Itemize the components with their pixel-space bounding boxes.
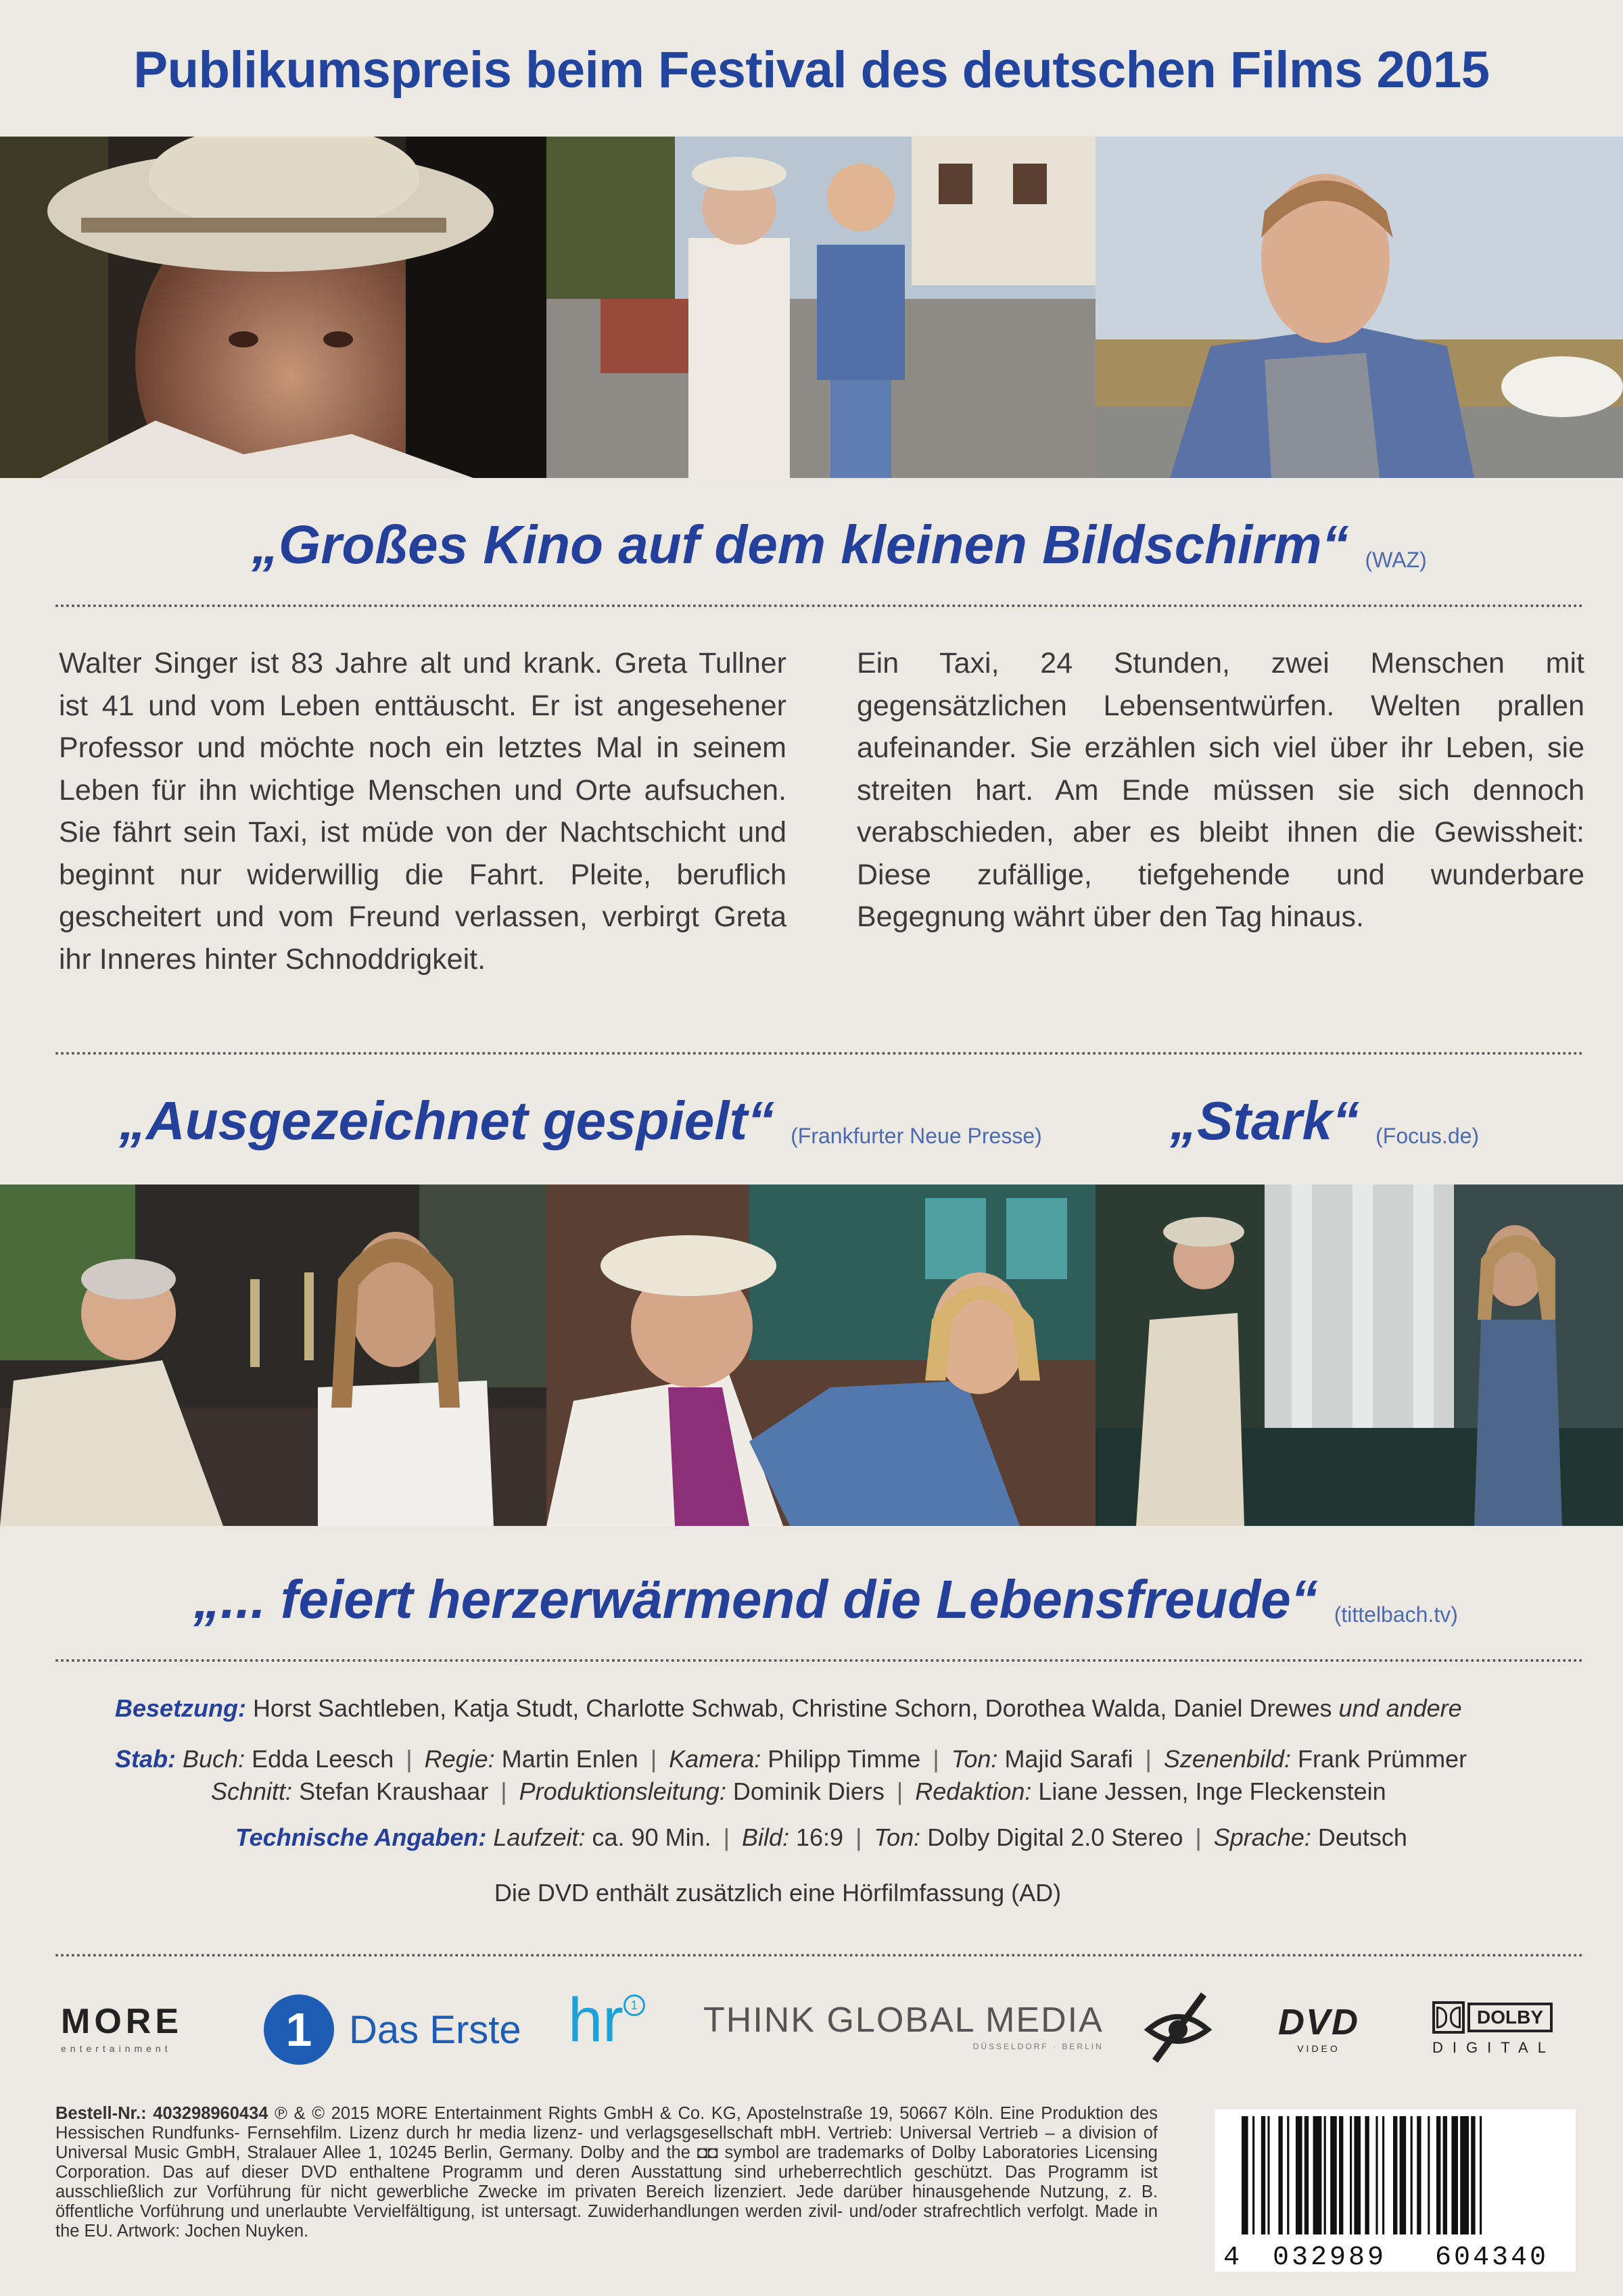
barcode-bar	[1339, 2116, 1343, 2234]
das-erste-logo	[264, 1994, 521, 2065]
barcode-bar	[1267, 2116, 1269, 2234]
buch-label: Buch:	[183, 1745, 245, 1773]
cast-names: Horst Sachtleben, Katja Studt, Charlotte Schwab, Christine Schorn, Dorothea Walda, Daniel Drewes	[253, 1694, 1332, 1722]
szenenbild-label: Szenenbild:	[1163, 1745, 1292, 1773]
barcode-bar	[1375, 2116, 1378, 2234]
hr-logo	[568, 1985, 645, 2056]
laufzeit-value: ca. 90 Min.	[592, 1823, 711, 1851]
buch-value: Edda Leesch	[252, 1745, 394, 1773]
logo-row	[0, 1981, 1623, 2076]
barcode-bar	[1471, 2116, 1475, 2234]
cast-label: Besetzung:	[115, 1694, 247, 1722]
barcode-bar	[1313, 2116, 1322, 2234]
credits-block	[115, 1681, 1576, 1909]
barcode-bar	[1278, 2116, 1282, 2234]
produktion-value: Dominik Diers	[732, 1777, 885, 1805]
bottom-photo-row	[0, 1185, 1623, 1526]
kamera-label: Kamera:	[669, 1745, 761, 1773]
barcode-bar	[1330, 2116, 1337, 2234]
more-entertainment-logo	[61, 2001, 183, 2054]
photo-old-man-in-hat	[0, 137, 546, 478]
redaktion-value: Liane Jessen, Inge Fleckenstein	[1038, 1777, 1386, 1805]
quote-text: „Großes Kino auf dem kleinen Bildschirm“	[252, 515, 1349, 575]
tech-label: Technische Angaben:	[235, 1823, 487, 1851]
regie-value: Martin Enlen	[501, 1745, 638, 1773]
barcode-digits-left: 032989	[1272, 2243, 1387, 2273]
hr-logo-text: hr	[568, 1986, 624, 2055]
accessibility-eye-icon	[1143, 1990, 1213, 2068]
quote-source: (Frankfurter Neue Presse)	[791, 1124, 1042, 1149]
dolby-logo-text: DOLBY	[1467, 2003, 1553, 2032]
bestell-number: 403298960434	[153, 2104, 268, 2123]
barcode-bar	[1382, 2116, 1384, 2234]
quote-text: „... feiert herzerwärmend die Lebensfreude“	[193, 1569, 1318, 1629]
barcode-bar	[1417, 2116, 1421, 2234]
barcode-bar	[1261, 2116, 1265, 2234]
das-erste-1-icon: 1	[264, 1994, 334, 2065]
barcode	[1215, 2109, 1576, 2272]
more-logo-text: MORE	[61, 2002, 183, 2041]
tonformat-value: Dolby Digital 2.0 Stereo	[927, 1823, 1183, 1851]
bild-label: Bild:	[741, 1823, 789, 1851]
bild-value: 16:9	[796, 1823, 844, 1851]
barcode-digits-right: 604340	[1434, 2243, 1549, 2273]
barcode-bar	[1242, 2116, 1248, 2234]
barcode-bar	[1354, 2116, 1361, 2234]
laufzeit-label: Laufzeit:	[493, 1823, 586, 1851]
quote-source: (Focus.de)	[1375, 1124, 1480, 1149]
quote-tittelbach	[193, 1569, 1458, 1631]
dvd-note: Die DVD enthält zusätzlich eine Hörfilmfassung (AD)	[494, 1879, 1062, 1907]
cast-suffix: und andere	[1338, 1694, 1462, 1722]
bestell-label: Bestell-Nr.:	[55, 2104, 147, 2123]
barcode-bar	[1436, 2116, 1440, 2234]
think-global-text: THINK GLOBAL MEDIA	[703, 2001, 1104, 2040]
dolby-logo-sub: DIGITAL	[1432, 2039, 1555, 2056]
barcode-bar	[1287, 2116, 1289, 2234]
divider	[55, 1659, 1584, 1662]
photo-dancing-couple-street	[546, 137, 1096, 478]
legal-body: ℗ & © 2015 MORE Entertainment Rights GmbH & Co. KG, Apostelnstraße 19, 50667 Köln. Eine Produktion des Hessischen Rundfunks- Fernsehfilm. Lizenz durch hr media lizenz- und verlagsgesellschaft mbH. Vertrieb: Universal Vertrieb – a division of Universal Music GmbH, Stralauer Allee 1, 10245 Berlin, Germany. Dolby and the ◘◘ symbol are trademarks of Dolby Laboratories Licensing Corporation. Das auf dieser DVD enthaltene Programm und deren Ausstattung sind urheberrechtlich geschützt. Das Programm ist ausschließlich zur Vorführung für nicht gewerbliche Zwecke im privaten Bereich lizenziert. Jede darüber hinausgehende Nutzung, z. B. öffentliche Vorführung und unerlaubte Vervielfältigung, ist untersagt. Zuwiderhandlungen werden zivil- und/oder strafrechtlich verfolgt. Made in the EU. Artwork: Jochen Nuyken.	[55, 2104, 1158, 2241]
photo-woman-field	[1096, 137, 1623, 478]
dvd-video-logo	[1278, 2001, 1359, 2054]
hr-1-icon: 1	[624, 1994, 645, 2016]
szenenbild-value: Frank Prümmer	[1298, 1745, 1467, 1773]
photo-champagne-toast	[0, 1185, 546, 1526]
synopsis-right: Ein Taxi, 24 Stunden, zwei Menschen mit gegensätzlichen Lebensentwürfen. Welten prallen aufeinander. Sie erzählen sich viel über ihr Leben, sie streiten hart. Am Ende müssen sie sich dennoch verabschieden, aber es bleibt ihnen die Gewissheit: Diese zufällige, tiefgehende und wunderbare Begegnung währt über den Tag hinaus.	[857, 647, 1584, 933]
tonformat-label: Ton:	[874, 1823, 921, 1851]
legal-text	[55, 2104, 1158, 2241]
crew-label: Stab:	[115, 1745, 176, 1773]
barcode-bar	[1304, 2116, 1309, 2234]
barcode-bar	[1296, 2116, 1302, 2234]
quote-focus	[1170, 1090, 1479, 1152]
sprache-value: Deutsch	[1317, 1823, 1407, 1851]
divider	[55, 1052, 1584, 1055]
schnitt-value: Stefan Kraushaar	[299, 1777, 489, 1805]
crew-line-1: Stab: Buch: Edda Leesch | Regie: Martin Enlen | Kamera: Philipp Timme | Ton: Majid Sarafi | Szenenbild: Frank Prümmer	[115, 1745, 1467, 1773]
das-erste-text: Das Erste	[349, 2007, 521, 2052]
photo-parting	[1096, 1185, 1623, 1526]
quote-fnp	[119, 1090, 1042, 1152]
photo-hat-tip	[546, 1185, 1096, 1526]
quote-text: „Ausgezeichnet gespielt“	[119, 1091, 775, 1151]
regie-label: Regie:	[424, 1745, 495, 1773]
dolby-digital-logo	[1432, 2001, 1555, 2057]
award-headline: Publikumspreis beim Festival des deutschen Films 2015	[133, 41, 1490, 99]
dvd-logo-text: DVD	[1278, 2002, 1360, 2042]
barcode-digit-first: 4	[1223, 2243, 1240, 2273]
ton-value: Majid Sarafi	[1004, 1745, 1133, 1773]
divider	[55, 604, 1584, 607]
top-photo-row	[0, 137, 1623, 478]
think-global-sub: DÜSSELDORF · BERLIN	[972, 2042, 1104, 2051]
barcode-bar	[1411, 2116, 1413, 2234]
quote-waz	[252, 514, 1427, 576]
barcode-bar	[1443, 2116, 1447, 2234]
divider	[55, 1954, 1584, 1957]
barcode-bar	[1393, 2116, 1397, 2234]
barcode-bar	[1252, 2116, 1254, 2234]
cast-line	[115, 1681, 1576, 1736]
barcode-bar	[1460, 2116, 1469, 2234]
barcode-bar	[1428, 2116, 1430, 2234]
produktion-label: Produktionsleitung:	[519, 1777, 726, 1805]
quote-source: (tittelbach.tv)	[1334, 1602, 1458, 1627]
quote-text: „Stark“	[1170, 1091, 1360, 1151]
synopsis-left: Walter Singer ist 83 Jahre alt und krank. Greta Tullner ist 41 und vom Leben enttäuscht. Er ist angesehener Professor und möchte noch ein letztes Mal in seinem Leben für ihn wichtige Menschen und Orte aufsuchen. Sie fährt sein Taxi, ist müde von der Nachtschicht und beginnt nur widerwillig die Fahrt. Pleite, beruflich gescheitert und vom Freund verlassen, verbirgt Greta ihr Inneres hinter Schnoddrigkeit.	[59, 647, 786, 976]
barcode-bar	[1365, 2116, 1369, 2234]
think-global-media-logo	[703, 2000, 1104, 2051]
barcode-bar	[1324, 2116, 1326, 2234]
barcode-bar	[1350, 2116, 1352, 2234]
quote-source: (WAZ)	[1365, 548, 1427, 573]
ton-label: Ton:	[951, 1745, 998, 1773]
schnitt-label: Schnitt:	[211, 1777, 293, 1805]
kamera-value: Philipp Timme	[768, 1745, 921, 1773]
tech-line: Technische Angaben: Laufzeit: ca. 90 Min. | Bild: 16:9 | Ton: Dolby Digital 2.0 Stereo | Sprache: Deutsch	[235, 1823, 1407, 1851]
crew-line-2: Schnitt: Stefan Kraushaar | Produktionsleitung: Dominik Diers | Redaktion: Liane Jessen, Inge Fleckenstein	[211, 1777, 1386, 1805]
barcode-bar	[1400, 2116, 1407, 2234]
dvd-logo-sub: VIDEO	[1297, 2043, 1340, 2054]
dolby-double-d-icon	[1432, 2001, 1465, 2034]
more-logo-sub: entertainment	[61, 2043, 172, 2054]
redaktion-label: Redaktion:	[915, 1777, 1032, 1805]
sprache-label: Sprache:	[1213, 1823, 1311, 1851]
barcode-bar	[1480, 2116, 1482, 2234]
barcode-bar	[1451, 2116, 1458, 2234]
barcode-bars	[1215, 2109, 1576, 2238]
